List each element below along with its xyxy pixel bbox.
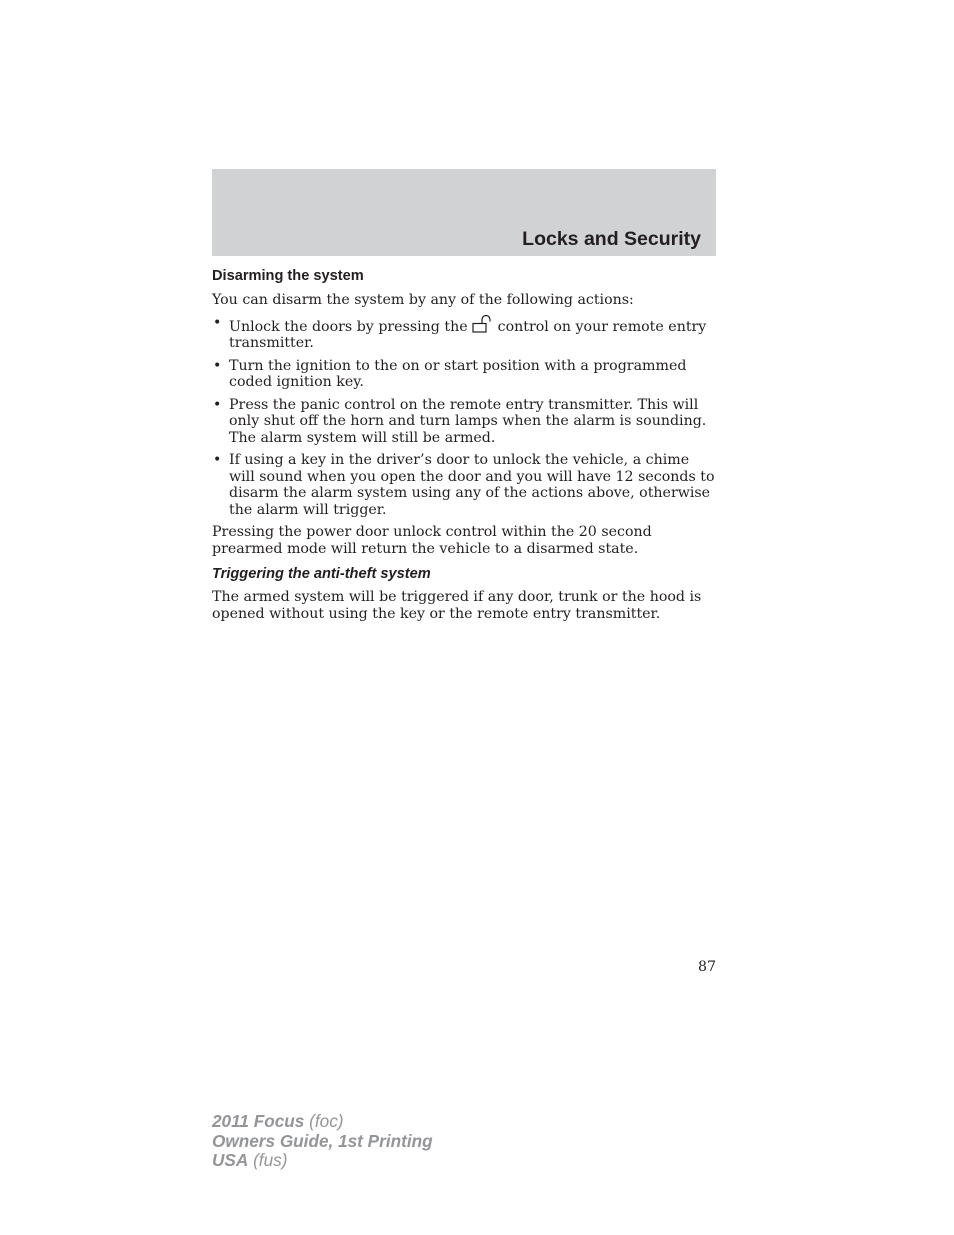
- page-number: 87: [697, 959, 716, 975]
- triggering-heading: Triggering the anti-theft system: [212, 566, 431, 582]
- disarming-heading: Disarming the system: [212, 268, 364, 284]
- bullet-icon: •: [213, 452, 222, 468]
- section-header-band: [212, 169, 716, 256]
- disarming-intro: You can disarm the system by any of the following actions:: [212, 292, 634, 308]
- list-item: [212, 315, 716, 352]
- footer-line-market: [212, 1151, 433, 1171]
- list-item: [212, 397, 716, 447]
- list-item: [212, 452, 716, 518]
- footer-model-name: 2011 Focus: [212, 1111, 305, 1131]
- footer-line-model: [212, 1112, 433, 1132]
- list-item-text: Press the panic control on the remote entry transmitter. This will only shut off the horn and turn lamps when the alarm is sounding. The alarm system will still be armed.: [229, 396, 707, 446]
- footer-market-code: (fus): [253, 1150, 288, 1170]
- bullet-icon: •: [213, 314, 222, 331]
- list-item-text-after-icon: control on your remote entry transmitter.: [229, 318, 707, 351]
- list-item-text-before-icon: Unlock the doors by pressing the: [229, 318, 468, 335]
- section-title: Locks and Security: [522, 228, 701, 250]
- list-item-text: Turn the ignition to the on or start position with a programmed coded ignition key.: [229, 357, 687, 390]
- list-item: [212, 358, 716, 391]
- footer-model-code: (foc): [309, 1111, 344, 1131]
- disarming-outro: Pressing the power door unlock control within the 20 second prearmed mode will return the vehicle to a disarmed state.: [212, 524, 652, 557]
- bullet-icon: •: [213, 357, 222, 374]
- document-footer: [212, 1112, 433, 1171]
- disarm-actions-list: [212, 315, 716, 519]
- unlock-icon: [470, 315, 494, 333]
- footer-guide-edition: Owners Guide, 1st Printing: [212, 1130, 433, 1151]
- list-item-text: If using a key in the driver’s door to unlock the vehicle, a chime will sound when you open the door and you will have 12 seconds to disarm the alarm system using any of the actions above, otherwise the alarm will trigger.: [229, 452, 715, 518]
- footer-line-guide: [212, 1132, 433, 1152]
- footer-market-name: USA: [212, 1150, 249, 1170]
- bullet-icon: •: [213, 396, 222, 413]
- triggering-body: The armed system will be triggered if any door, trunk or the hood is opened without using the key or the remote entry transmitter.: [212, 589, 702, 622]
- page-content: [212, 267, 716, 628]
